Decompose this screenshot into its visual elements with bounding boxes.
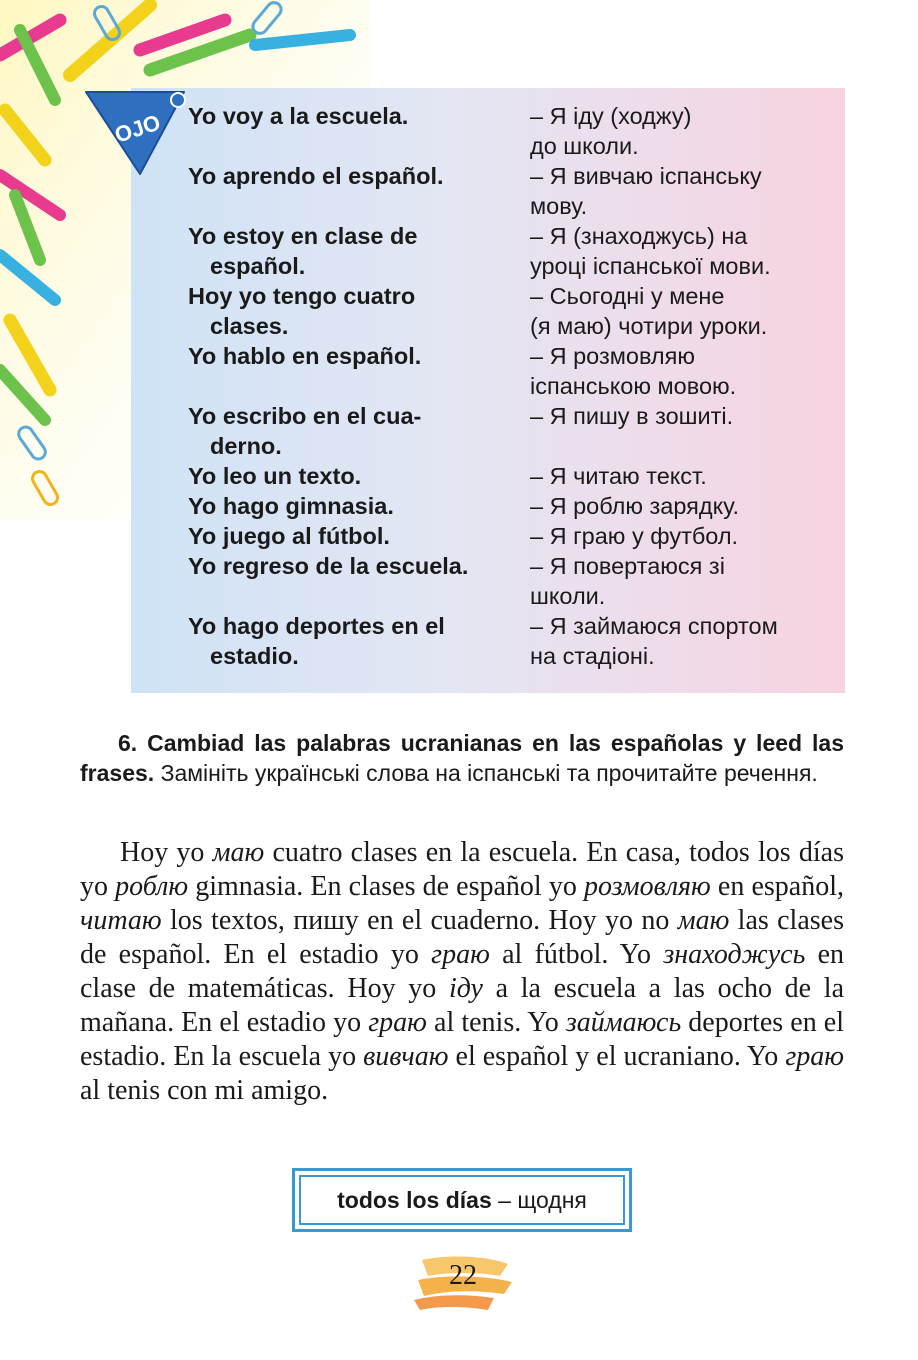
vocab-spanish-line: estadio. [210,643,299,669]
text-segment: al fútbol. Yo [489,939,664,970]
vocab-spanish-line: Yo regreso de la escuela. [188,553,469,579]
vocab-row [188,281,838,341]
vocab-spanish [188,281,530,341]
vocab-ukrainian [530,401,838,461]
vocab-row [188,611,838,671]
vocab-row [188,401,838,461]
vocab-spanish [188,341,530,401]
exercise-instruction-es: Cambiad las palabras ucranianas en las españolas y leed las frases. [80,730,845,786]
vocabulary-note [292,1168,632,1232]
vocab-spanish-line: Yo estoy en clase de [188,223,418,249]
vocab-spanish-line: Yo hago gimnasia. [188,493,394,519]
exercise-6 [80,728,844,788]
vocab-ukrainian-line: – Я роблю зарядку. [530,493,740,519]
text-segment: en clase de matemáticas. Hoy yo [80,939,844,1004]
text-segment: Hoy yo [120,837,213,868]
ukrainian-word: займаюсь [565,1007,682,1038]
vocab-spanish [188,401,530,461]
vocab-spanish [188,221,530,281]
vocab-ukrainian-line: до школи. [530,133,639,159]
vocab-row [188,461,838,491]
text-segment: a la escuela a las ocho de la mañana. En el estadio yo [80,973,844,1038]
vocab-ukrainian [530,551,838,611]
vocab-spanish-line: Yo hago deportes en el [188,613,445,639]
text-segment: en español, [710,871,844,902]
text-segment: gimnasia. En clases de español yo [188,871,584,902]
ukrainian-word: маю [212,837,265,868]
ukrainian-word: граю [785,1041,844,1072]
vocab-spanish-line: Yo hablo en español. [188,343,422,369]
text-segment: el español y el ucraniano. Yo [448,1041,786,1072]
vocab-ukrainian [530,341,838,401]
vocab-ukrainian-line: – Я повертаюся зі [530,553,725,579]
vocab-ukrainian-line: – Я (знаходжусь) на [530,223,748,249]
vocab-ukrainian-line: на стадіоні. [530,643,655,669]
vocab-ukrainian [530,611,838,671]
ukrainian-word: вивчаю [363,1041,449,1072]
text-segment: al tenis. Yo [426,1007,566,1038]
vocab-ukrainian-line: – Я читаю текст. [530,463,707,489]
vocab-ukrainian-line: – Я іду (ходжу) [530,103,692,129]
ukrainian-word: читаю [80,905,162,936]
ukrainian-word: граю [368,1007,427,1038]
exercise-instruction-uk: Замініть українські слова на іспанські та прочитайте речення. [160,760,818,786]
vocab-row [188,221,838,281]
exercise-number: 6. [118,730,138,756]
vocab-row [188,161,838,221]
vocab-spanish-line: Yo aprendo el español. [188,163,444,189]
vocab-ukrainian-line: – Я вивчаю іспанську [530,163,762,189]
vocab-row [188,491,838,521]
vocab-ukrainian [530,521,838,551]
badge-label: OJO [111,109,164,148]
vocab-ukrainian-line: – Сьогодні у мене [530,283,725,309]
ukrainian-word: розмовляю [583,871,711,902]
ojo-badge-icon [80,86,190,181]
note-translation: – щодня [498,1186,587,1213]
vocab-ukrainian-line: мову. [530,193,588,219]
vocab-spanish [188,521,530,551]
vocab-ukrainian [530,491,838,521]
vocab-ukrainian [530,101,838,161]
text-segment: las clases de español. En el estadio yo [80,905,844,970]
vocab-row [188,551,838,611]
vocab-ukrainian-line: – Я граю у футбол. [530,523,739,549]
vocab-spanish [188,551,530,611]
vocab-row [188,101,838,161]
ukrainian-word: іду [448,973,483,1004]
vocabulary-list [188,101,838,671]
page-number: 22 [449,1260,477,1291]
text-segment: al tenis con mi amigo. [80,1075,329,1106]
vocab-ukrainian-line: – Я займаюся спортом [530,613,778,639]
vocab-ukrainian [530,461,838,491]
exercise-text [80,836,844,1108]
vocab-ukrainian-line: (я маю) чотири уроки. [530,313,768,339]
vocab-spanish-line: Yo escribo en el cua- [188,403,422,429]
vocab-spanish [188,101,530,161]
vocab-spanish-line: Yo juego al fútbol. [188,523,390,549]
vocab-ukrainian [530,221,838,281]
text-segment: cuatro clases en la escuela. En casa, todos los días yo [80,837,844,902]
text-segment: deportes en el estadio. En la escuela yo [80,1007,845,1072]
ukrainian-word: роблю [115,871,189,902]
vocab-ukrainian [530,281,838,341]
vocab-ukrainian [530,161,838,221]
text-segment: los textos, пишу en el cuaderno. Hoy yo no [161,905,678,936]
vocab-row [188,521,838,551]
vocab-ukrainian-line: іспанською мовою. [530,373,737,399]
vocab-row [188,341,838,401]
note-term: todos los días [337,1186,492,1213]
vocab-spanish-line: derno. [210,433,282,459]
vocab-ukrainian-line: – Я пишу в зошиті. [530,403,734,429]
vocab-spanish-line: Yo leo un texto. [188,463,362,489]
vocab-spanish [188,611,530,671]
ukrainian-word: маю [677,905,730,936]
vocab-spanish-line: Yo voy a la escuela. [188,103,409,129]
vocab-spanish-line: clases. [210,313,289,339]
ukrainian-word: граю [431,939,490,970]
vocab-ukrainian-line: уроці іспанської мови. [530,253,771,279]
vocab-spanish [188,161,530,221]
vocab-ukrainian-line: – Я розмовляю [530,343,695,369]
ukrainian-word: знаходжусь [663,939,806,970]
vocab-spanish [188,491,530,521]
vocab-spanish [188,461,530,491]
vocab-ukrainian-line: школи. [530,583,606,609]
vocab-spanish-line: Hoy yo tengo cuatro [188,283,416,309]
vocab-spanish-line: español. [210,253,306,279]
